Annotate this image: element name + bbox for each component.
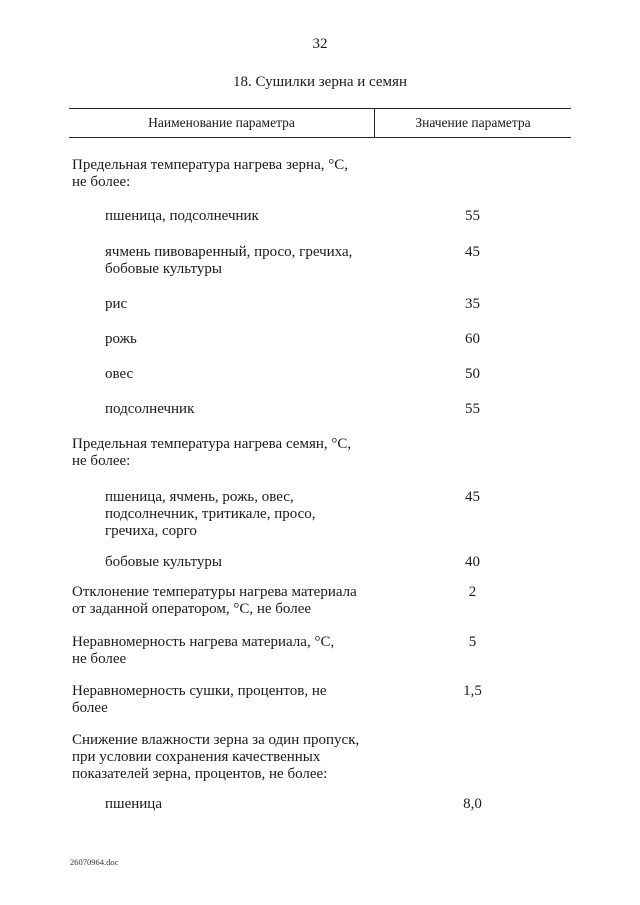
parameter-name: Неравномерность сушки, процентов, не более bbox=[72, 683, 327, 716]
parameter-value: 5 bbox=[468, 634, 477, 650]
document-code: 26070964.doc bbox=[70, 857, 119, 867]
parameter-name: рожь bbox=[105, 331, 137, 347]
section-title: 18. Сушилки зерна и семян bbox=[233, 74, 407, 90]
parameter-value: 45 bbox=[465, 489, 480, 505]
header-parameter-name: Наименование параметра bbox=[69, 109, 375, 137]
parameter-name: пшеница bbox=[105, 796, 162, 812]
parameter-name: пшеница, подсолнечник bbox=[105, 208, 259, 224]
header-parameter-value: Значение параметра bbox=[415, 115, 531, 130]
parameter-name: рис bbox=[105, 296, 128, 312]
parameter-value: 45 bbox=[465, 244, 480, 260]
parameter-name: Предельная температура нагрева зерна, °С, не более: bbox=[72, 157, 348, 190]
parameter-name: Неравномерность нагрева материала, °С, не более bbox=[72, 634, 335, 667]
parameter-value: 50 bbox=[465, 366, 480, 382]
parameter-value: 40 bbox=[465, 554, 480, 570]
parameter-name: Отклонение температуры нагрева материала от заданной оператором, °С, не более bbox=[72, 584, 357, 617]
parameter-name: ячмень пивоваренный, просо, гречиха, бобовые культуры bbox=[105, 244, 353, 277]
page-number: 32 bbox=[312, 36, 328, 52]
parameter-value: 1,5 bbox=[463, 683, 482, 699]
parameter-value: 60 bbox=[465, 331, 480, 347]
parameter-name: Снижение влажности зерна за один пропуск, при условии сохранения качественных показателей зерна, процентов, не более: bbox=[72, 732, 360, 782]
parameter-value: 55 bbox=[465, 401, 480, 417]
parameter-name: пшеница, ячмень, рожь, овес, подсолнечник, тритикале, просо, гречиха, сорго bbox=[105, 489, 316, 539]
parameter-value: 55 bbox=[465, 208, 480, 224]
parameter-name: подсолнечник bbox=[105, 401, 195, 417]
parameter-name: бобовые культуры bbox=[105, 554, 222, 570]
parameter-value: 35 bbox=[465, 296, 480, 312]
table-header bbox=[69, 108, 571, 138]
parameter-name: Предельная температура нагрева семян, °С, не более: bbox=[72, 436, 352, 469]
parameter-value: 2 bbox=[468, 584, 477, 600]
parameter-name: овес bbox=[105, 366, 134, 382]
parameter-value: 8,0 bbox=[463, 796, 482, 812]
